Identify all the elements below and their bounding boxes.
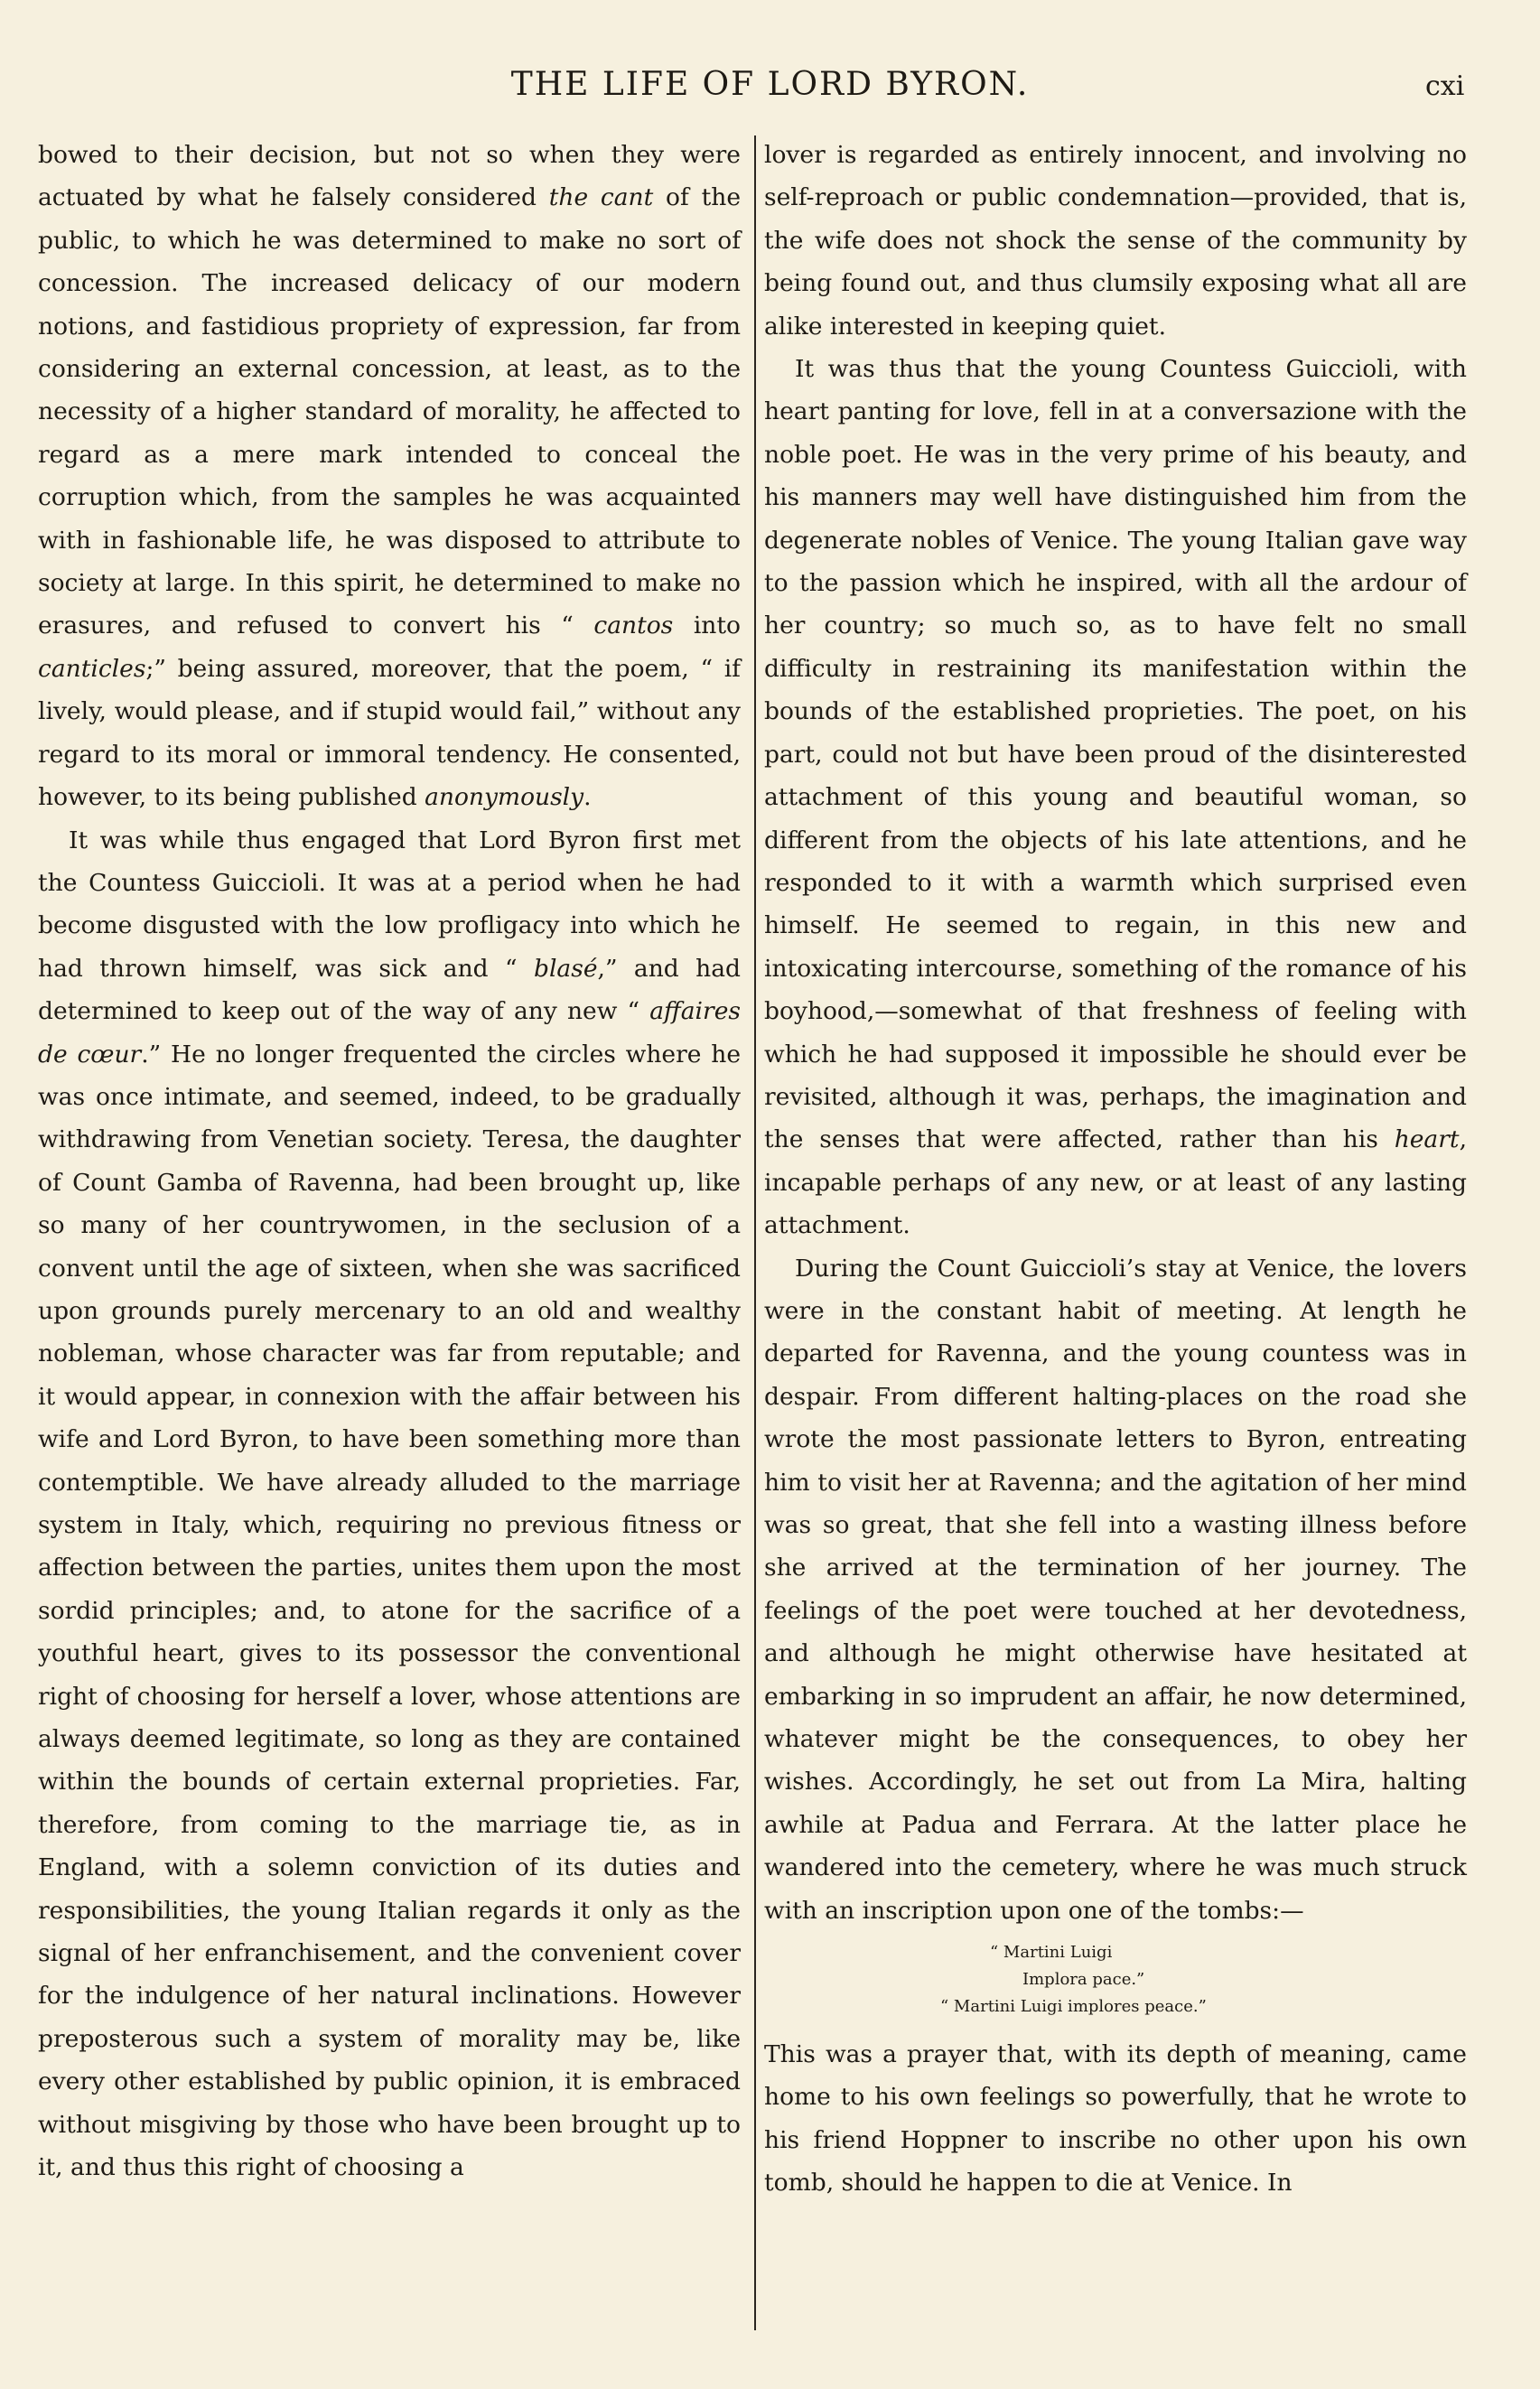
inscription-translation: “ Martini Luigi implores peace.”: [940, 1997, 1207, 2017]
text-run: , incapable perhaps of any new, or at least of any lasting attachment.: [764, 1125, 1467, 1240]
text-run: into: [673, 611, 741, 640]
left-column: [38, 134, 741, 2189]
text-run: .: [583, 783, 592, 812]
right-column: [764, 134, 1467, 2205]
paragraph: This was a prayer that, with its depth of meaning, came home to his own feelings so powerfully, that he wrote to his friend Hoppner to inscribe no other upon his own tomb, should he happen to die at Venice. In: [764, 2040, 1467, 2198]
page-number: cxi: [1425, 70, 1465, 102]
italic-run: the cant: [548, 183, 654, 212]
page-header: [0, 65, 1540, 110]
running-head: THE LIFE OF LORD BYRON.: [510, 66, 1030, 103]
inscription-line: “ Martini Luigi: [990, 1943, 1113, 1963]
paragraph: [38, 134, 741, 819]
text-run: ,” and had determined to keep out of the way of any new “: [38, 954, 741, 1026]
paragraph: lover is regarded as entirely innocent, and involving no self-reproach or public condemnation—provided, that is, the wife does not shock the sense of the community by being found out, and thus clumsily exposing what all are alike interested in keeping quiet.: [764, 141, 1467, 341]
text-run: It was thus that the young Countess Guiccioli, with heart panting for love, fell in at a conversazione with the noble poet. He was in the very prime of his beauty, and his manners may well have distinguished him from the degenerate nobles of Venice. The young Italian gave way to the passion which he inspired, with all the ardour of her country; so much so, as to have felt no small difficulty in restraining its manifestation within the bounds of the established proprieties. The poet, on his part, could not but have been proud of the disinterested attachment of this young and beautiful woman, so different from the objects of his late attentions, and he responded to it with a warmth which surprised even himself. He seemed to regain, in this new and intoxicating intercourse, something of the romance of his boyhood,—somewhat of that freshness of feeling with which he had supposed it impossible he should ever be revisited, although it was, perhaps, the imagination and the senses that were affected, rather than his: [764, 355, 1467, 1154]
paragraph: [38, 819, 741, 2189]
italic-run: affaires de cœur: [38, 997, 741, 1069]
inscription-line: Implora pace.”: [1022, 1970, 1145, 1990]
italic-run: cantos: [593, 611, 674, 640]
italic-run: canticles: [38, 654, 146, 683]
text-run: ;” being assured, moreover, that the poem, “ if lively, would please, and if stupid would fail,” without any regard to its moral or immoral tendency. He consented, however, to its being published: [38, 654, 741, 812]
text-run: .” He no longer frequented the circles where he was once intimate, and seemed, indeed, to be gradually withdrawing from Venetian society. Teresa, the daughter of Count Gamba of Ravenna, had been brought up, like so many of her countrywomen, in the seclusion of a convent until the age of sixteen, when she was sacrificed upon grounds purely mercenary to an old and wealthy nobleman, whose character was far from reputable; and it would appear, in connexion with the affair between his wife and Lord Byron, to have been something more than contemptible. We have already alluded to the marriage system in Italy, which, requiring no previous fitness or affection between the parties, unites them upon the most sordid principles; and, to atone for the sacrifice of a youthful heart, gives to its possessor the conventional right of choosing for herself a lover, whose attentions are always deemed legitimate, so long as they are contained within the bounds of certain external proprieties. Far, therefore, from coming to the marriage tie, as in England, with a solemn conviction of its duties and responsibilities, the young Italian regards it only as the signal of her enfranchisement, and the convenient cover for the indulgence of her natural inclinations. However preposterous such a system of morality may be, like every other established by public opinion, it is embraced without misgiving by those who have been brought up to it, and thus this right of choosing a: [38, 1040, 741, 2182]
text-run: of the public, to which he was determined to make no sort of concession. The increased delicacy of our modern notions, and fastidious propriety of expression, far from considering an external concession, at least, as to the necessity of a higher standard of morality, he affected to regard as a mere mark intended to conceal the corruption which, from the samples he was acquainted with in fashionable life, he was disposed to attribute to society at large. In this spirit, he determined to make no erasures, and refused to convert his “: [38, 183, 742, 640]
text-run: bowed to their decision, but not so when they were actuated by what he falsely considered: [38, 141, 741, 212]
column-rule: [754, 135, 756, 2330]
italic-run: anonymously: [425, 783, 584, 812]
paragraph: [764, 348, 1467, 1247]
text-run: It was while thus engaged that Lord Byron first met the Countess Guiccioli. It was at a period when he had become disgusted with the low profligacy into which he had thrown himself, was sick and “: [38, 826, 741, 983]
tomb-inscription: [764, 1939, 1467, 2020]
italic-run: heart: [1394, 1125, 1460, 1154]
italic-run: blasé: [533, 954, 598, 983]
paragraph: During the Count Guiccioli’s stay at Venice, the lovers were in the constant habit of meeting. At length he departed for Ravenna, and the young countess was in despair. From different halting-places on the road she wrote the most passionate letters to Byron, entreating him to visit her at Ravenna; and the agitation of her mind was so great, that she fell into a wasting illness before she arrived at the termination of her journey. The feelings of the poet were touched at her devotedness, and although he might otherwise have hesitated at embarking in so imprudent an affair, he now determined, whatever might be the consequences, to obey her wishes. Accordingly, he set out from La Mira, halting awhile at Padua and Ferrara. At the latter place he wandered into the cemetery, where he was much struck with an inscription upon one of the tombs:—: [764, 1254, 1467, 1925]
